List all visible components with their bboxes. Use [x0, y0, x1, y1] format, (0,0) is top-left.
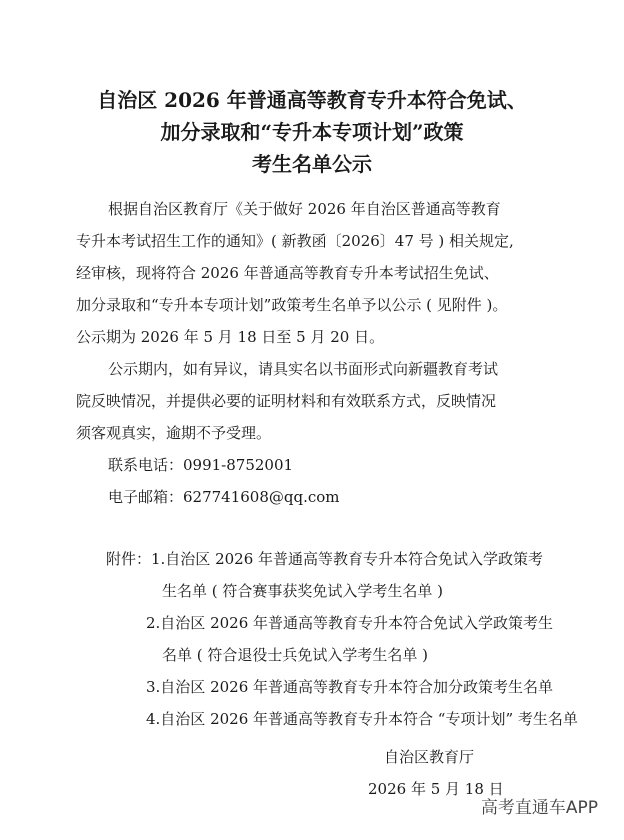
paragraph2-line-3: 须客观真实，逾期不予受理。	[76, 424, 272, 442]
paragraph1-line-3: 经审核，现将符合 2026 年普通高等教育专升本考试招生免试、	[76, 264, 499, 282]
watermark-text: 高考直通车APP	[480, 798, 598, 818]
attachment-line-3: 2.自治区 2026 年普通高等教育专升本符合免试入学政策考生	[146, 614, 554, 632]
attachment-line-6: 4.自治区 2026 年普通高等教育专升本符合 “专项计划” 考生名单	[146, 710, 578, 728]
title-line-1: 自治区 2026 年普通高等教育专升本符合免试、	[97, 88, 527, 112]
attachment-line-5: 3.自治区 2026 年普通高等教育专升本符合加分政策考生名单	[146, 678, 554, 696]
contact-email: 电子邮箱：627741608@qq.com	[108, 488, 340, 506]
signature-organization: 自治区教育厅	[384, 748, 475, 766]
attachment-line-4: 名单 ( 符合退役士兵免试入学考生名单 )	[162, 646, 429, 664]
title-line-2: 加分录取和“专升本专项计划”政策	[160, 120, 464, 144]
paragraph1-line-5: 公示期为 2026 年 5 月 18 日至 5 月 20 日。	[76, 328, 385, 346]
contact-phone: 联系电话：0991-8752001	[108, 456, 294, 474]
title-line-3: 考生名单公示	[252, 152, 372, 176]
document-title	[40, 84, 584, 180]
paragraph2-line-1: 公示期内，如有异议，请具实名以书面形式向新疆教育考试	[108, 360, 499, 378]
paragraph1-line-2: 专升本考试招生工作的通知》( 新教函〔2026〕47 号 ) 相关规定,	[76, 232, 514, 250]
paragraph1-line-4: 加分录取和“专升本专项计划”政策考生名单予以公示 ( 见附件 )。	[76, 296, 508, 314]
signature-date: 2026 年 5 月 18 日	[368, 780, 504, 798]
attachment-line-1: 附件：1.自治区 2026 年普通高等教育专升本符合免试入学政策考	[106, 550, 544, 568]
attachment-line-2: 生名单 ( 符合赛事获奖免试入学考生名单 )	[162, 582, 444, 600]
paragraph1-line-1: 根据自治区教育厅《关于做好 2026 年自治区普通高等教育	[108, 200, 501, 218]
paragraph2-line-2: 院反映情况，并提供必要的证明材料和有效联系方式，反映情况	[76, 392, 497, 410]
